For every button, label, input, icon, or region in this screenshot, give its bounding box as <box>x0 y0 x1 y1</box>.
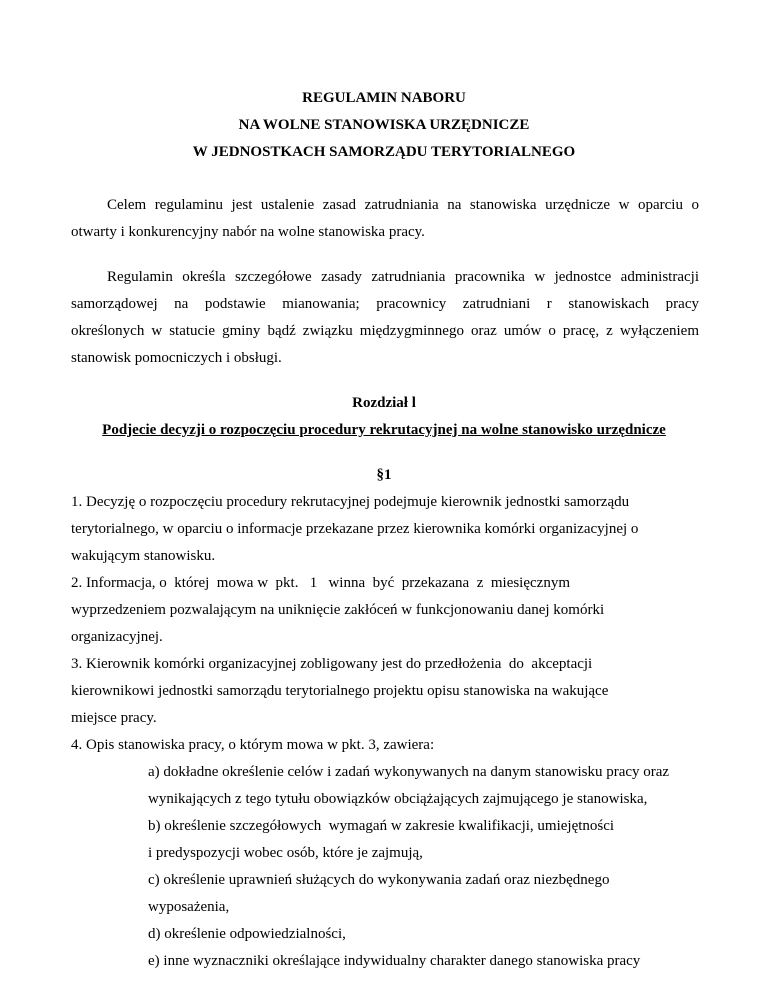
intro-paragraph-2-line-4: stanowisk pomocniczych i obsługi. <box>71 350 282 366</box>
sub-item-a-line-2: wynikających z tego tytułu obowiązków obciążających zajmującego je stanowiska, <box>148 791 648 807</box>
intro-paragraph-1-line-2: otwarty i konkurencyjny nabór na wolne stanowiska pracy. <box>71 224 425 240</box>
item-1-line-3: wakującym stanowisku. <box>71 548 216 564</box>
intro-paragraph-2-line-3: określonych w statucie gminy bądź związku międzygminnego oraz umów o pracę, z wyłączeniem <box>71 323 699 339</box>
item-3-line-1: 3. Kierownik komórki organizacyjnej zobligowany jest do przedłożenia do akceptacji <box>71 656 593 672</box>
sub-item-b-line-1: b) określenie szczegółowych wymagań w zakresie kwalifikacji, umiejętności <box>148 818 615 834</box>
sub-item-e-line-1: e) inne wyznaczniki określające indywidualny charakter danego stanowiska pracy <box>148 953 641 969</box>
item-3-line-2: kierownikowi jednostki samorządu terytorialnego projektu opisu stanowiska na wakujące <box>71 683 609 699</box>
section-heading: §1 <box>376 467 392 483</box>
item-1-line-1: 1. Decyzję o rozpoczęciu procedury rekrutacyjnej podejmuje kierownik jednostki samorządu <box>71 494 630 510</box>
sub-item-c-line-1: c) określenie uprawnień służących do wykonywania zadań oraz niezbędnego <box>148 872 610 888</box>
item-4-line-1: 4. Opis stanowiska pracy, o którym mowa w pkt. 3, zawiera: <box>71 737 435 753</box>
intro-paragraph-1-line-1: Celem regulaminu jest ustalenie zasad zatrudniania na stanowiska urzędnicze w oparciu o <box>107 197 699 213</box>
chapter-subheading: Podjecie decyzji o rozpoczęciu procedury rekrutacyjnej na wolne stanowisko urzędnicze <box>102 422 666 438</box>
title-line-2: NA WOLNE STANOWISKA URZĘDNICZE <box>238 117 530 133</box>
title-line-3: W JEDNOSTKACH SAMORZĄDU TERYTORIALNEGO <box>192 144 576 160</box>
intro-paragraph-2-line-2: samorządowej na podstawie mianowania; pracownicy zatrudniani r stanowiskach pracy <box>71 296 699 312</box>
item-2-line-3: organizacyjnej. <box>71 629 163 645</box>
sub-item-b-line-2: i predyspozycji wobec osób, które je zajmują, <box>148 845 423 861</box>
intro-paragraph-2-line-1: Regulamin określa szczegółowe zasady zatrudniania pracownika w jednostce administracji <box>107 269 699 285</box>
item-1-line-2: terytorialnego, w oparciu o informacje przekazane przez kierownika komórki organizacyjnej o <box>71 521 639 537</box>
item-2-line-1: 2. Informacja, o której mowa w pkt. 1 winna być przekazana z miesięcznym <box>71 575 570 591</box>
chapter-heading: Rozdział l <box>352 395 416 411</box>
sub-item-a-line-1: a) dokładne określenie celów i zadań wykonywanych na danym stanowisku pracy oraz <box>148 764 670 780</box>
sub-item-c-line-2: wyposażenia, <box>148 899 230 915</box>
sub-item-d-line-1: d) określenie odpowiedzialności, <box>148 926 346 942</box>
title-line-1: REGULAMIN NABORU <box>302 90 466 106</box>
item-3-line-3: miejsce pracy. <box>71 710 157 726</box>
item-2-line-2: wyprzedzeniem pozwalającym na uniknięcie zakłóceń w funkcjonowaniu danej komórki <box>71 602 605 618</box>
